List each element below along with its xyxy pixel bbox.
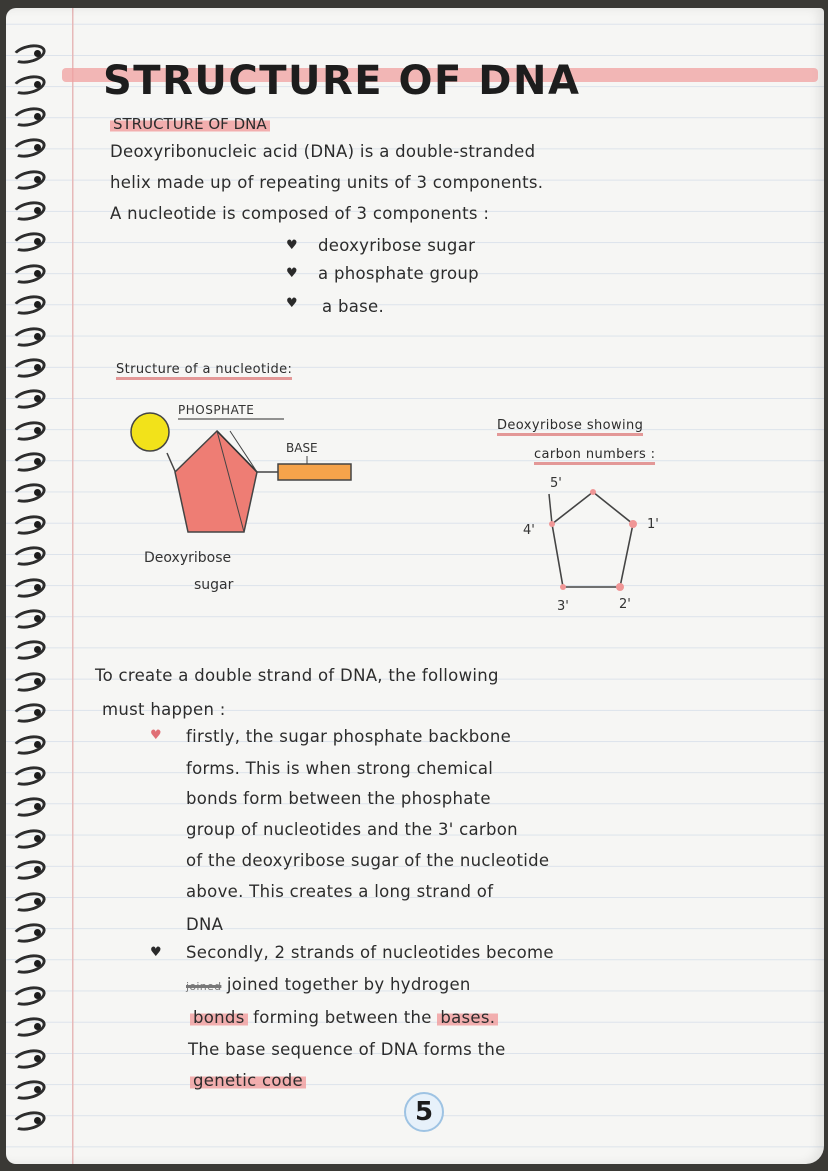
intro-line-3: A nucleotide is composed of 3 components : xyxy=(110,204,490,223)
heart-bullet-icon: ♥ xyxy=(286,266,298,281)
point1-line: firstly, the sugar phosphate backbone xyxy=(186,727,512,746)
carbon-5-label: 5' xyxy=(550,476,562,491)
nucleotide-heading: Structure of a nucleotide: xyxy=(116,362,292,380)
page-title: STRUCTURE OF DNA xyxy=(103,58,581,104)
deoxyribose-diagram xyxy=(515,472,675,622)
point1-line: bonds form between the phosphate xyxy=(186,789,491,808)
carbon-1-label: 1' xyxy=(647,517,659,532)
sugar-pentagon xyxy=(175,431,257,532)
deoxyribose-heading-line1: Deoxyribose showing xyxy=(497,418,643,433)
intro-line-2: helix made up of repeating units of 3 components. xyxy=(110,173,544,192)
page-number: 5 xyxy=(404,1092,444,1132)
subtitle: STRUCTURE OF DNA xyxy=(110,115,270,133)
deoxyribose-heading-line2: carbon numbers : xyxy=(534,447,655,462)
double-strand-intro-1: To create a double strand of DNA, the following xyxy=(95,666,499,685)
sugar-label-line1: Deoxyribose xyxy=(144,550,232,566)
point2-line-5: genetic code xyxy=(190,1071,306,1090)
point1-line: forms. This is when strong chemical xyxy=(186,759,494,778)
heart-bullet-icon: ♥ xyxy=(150,945,162,960)
point2-line-2: joined joined together by hydrogen xyxy=(186,975,471,994)
carbon-2-label: 2' xyxy=(619,597,631,612)
point1-line: above. This creates a long strand of xyxy=(186,882,494,901)
sugar-label-line2: sugar xyxy=(194,577,234,593)
point1-line: of the deoxyribose sugar of the nucleotide xyxy=(186,851,550,870)
spiral-binding xyxy=(6,38,48,1138)
nucleotide-diagram xyxy=(120,395,380,605)
struck-word: joined xyxy=(186,980,222,993)
point2-line-4: The base sequence of DNA forms the xyxy=(188,1040,506,1059)
base-label: BASE xyxy=(286,441,318,455)
component-item: a base. xyxy=(322,297,385,316)
carbon-4-label: 4' xyxy=(523,523,535,538)
heart-bullet-icon: ♥ xyxy=(150,728,162,743)
intro-line-1: Deoxyribonucleic acid (DNA) is a double-stranded xyxy=(110,142,536,161)
phosphate-label: PHOSPHATE xyxy=(178,403,255,417)
point2-line-3: bonds forming between the bases. xyxy=(190,1008,498,1027)
point1-line: group of nucleotides and the 3' carbon xyxy=(186,820,518,839)
heart-bullet-icon: ♥ xyxy=(286,238,298,253)
phosphate-circle xyxy=(131,413,169,451)
point1-line: DNA xyxy=(186,915,224,934)
double-strand-intro-2: must happen : xyxy=(102,700,226,719)
point2-line-1: Secondly, 2 strands of nucleotides become xyxy=(186,943,554,962)
deoxyribose-pentagon xyxy=(552,492,633,587)
carbon-3-label: 3' xyxy=(557,599,569,614)
heart-bullet-icon: ♥ xyxy=(286,296,298,311)
component-item: a phosphate group xyxy=(318,264,479,283)
base-rectangle xyxy=(278,464,351,480)
component-item: deoxyribose sugar xyxy=(318,236,476,255)
